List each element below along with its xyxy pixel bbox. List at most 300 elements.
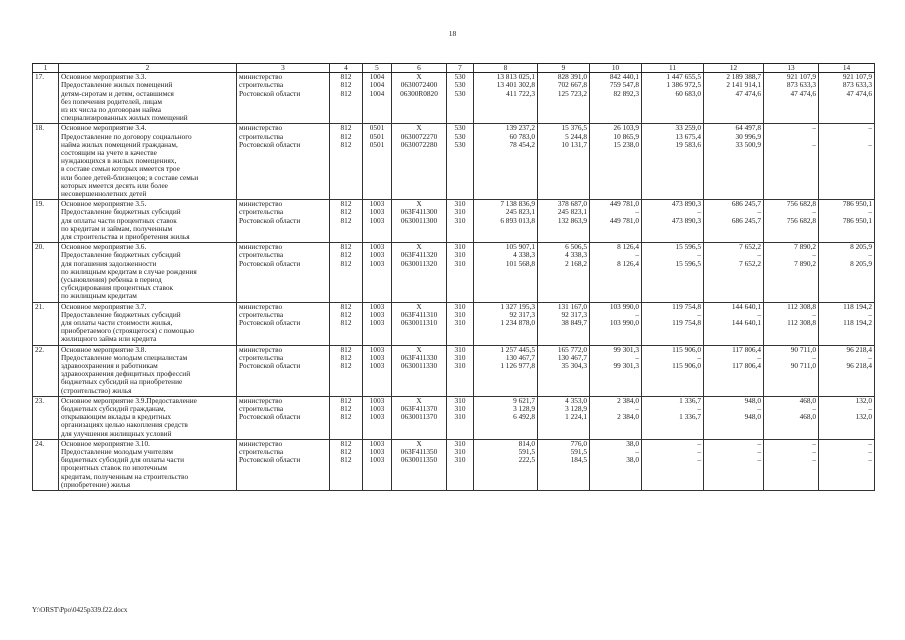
value-line: 1003 bbox=[369, 360, 385, 370]
value-cell bbox=[392, 124, 447, 200]
value-line: 812 bbox=[340, 80, 352, 90]
value-line: – bbox=[757, 309, 761, 319]
value-line: 411 722,3 bbox=[506, 88, 535, 98]
value-line: 310 bbox=[454, 412, 466, 422]
value-line: 8 126,4 bbox=[617, 242, 639, 252]
description-line: здравоохранения и работникам bbox=[61, 360, 158, 370]
value-line: 591,5 bbox=[518, 446, 535, 456]
value-line: 15 596,5 bbox=[675, 258, 701, 268]
value-line: 530 bbox=[454, 80, 466, 90]
value-line: 7 652,2 bbox=[739, 242, 761, 252]
value-line: – bbox=[812, 207, 816, 217]
value-cell bbox=[704, 396, 764, 439]
value-line: 310 bbox=[454, 199, 466, 209]
value-line: 6 492,8 bbox=[513, 412, 535, 422]
executor-cell bbox=[237, 302, 330, 345]
value-cell bbox=[764, 439, 819, 490]
value-line: 310 bbox=[454, 396, 466, 405]
value-line: 112 308,8 bbox=[787, 302, 816, 311]
column-header: 4 bbox=[330, 64, 363, 73]
value-line: 7 652,2 bbox=[739, 258, 761, 268]
value-line: 3 128,9 bbox=[565, 403, 587, 413]
value-line: 449 781,0 bbox=[609, 199, 639, 209]
value-line: 0630072400 bbox=[400, 80, 438, 90]
value-line: – bbox=[812, 123, 816, 133]
value-line: 756 682,8 bbox=[786, 215, 816, 225]
value-cell bbox=[642, 439, 704, 490]
value-line: – bbox=[697, 207, 701, 217]
executor-line: министерство bbox=[239, 123, 283, 133]
description-line: открывающим вклады в кредитных bbox=[61, 412, 172, 422]
value-line: 812 bbox=[340, 123, 352, 133]
value-line: 310 bbox=[454, 345, 466, 354]
value-line: 812 bbox=[340, 207, 352, 217]
description-line: Предоставление молодым специалистам bbox=[61, 352, 188, 362]
description-line: по жилищным кредитам в случае рождения bbox=[61, 266, 197, 276]
description-line: состоящим на учете в качестве bbox=[61, 147, 157, 157]
value-line: 7 138 836,9 bbox=[500, 199, 535, 209]
value-cell bbox=[704, 243, 764, 302]
executor-line: Ростовской области bbox=[239, 412, 301, 422]
value-line: 4 338,3 bbox=[565, 250, 587, 260]
executor-line: строительства bbox=[239, 207, 284, 217]
value-line: 90 711,0 bbox=[790, 345, 816, 354]
activity-description bbox=[59, 73, 237, 124]
description-line: бюджетных субсидий на приобретение bbox=[61, 377, 183, 387]
value-line: 90 711,0 bbox=[790, 360, 816, 370]
value-line: 33 259,0 bbox=[675, 123, 701, 133]
value-line: 812 bbox=[340, 258, 352, 268]
value-cell bbox=[474, 73, 538, 124]
description-line: Предоставление бюджетных субсидий bbox=[61, 207, 181, 217]
value-cell bbox=[590, 73, 642, 124]
value-line: 115 906,0 bbox=[672, 345, 701, 354]
value-line: – bbox=[812, 446, 816, 456]
value-line: – bbox=[812, 309, 816, 319]
value-line: 112 308,8 bbox=[787, 317, 816, 327]
value-line: 47 474,6 bbox=[846, 88, 872, 98]
description-line: Предоставление жилых помещений bbox=[61, 80, 173, 90]
value-line: 530 bbox=[454, 139, 466, 149]
value-line: 8 205,9 bbox=[850, 242, 872, 252]
value-line: – bbox=[635, 446, 639, 456]
value-line: 92 317,3 bbox=[561, 309, 587, 319]
value-line: 812 bbox=[340, 352, 352, 362]
value-cell bbox=[330, 345, 363, 396]
value-line: 119 754,8 bbox=[672, 302, 701, 311]
value-line: 125 723,2 bbox=[557, 88, 587, 98]
value-line: 144 640,1 bbox=[731, 317, 761, 327]
column-header: 5 bbox=[363, 64, 392, 73]
value-line: 118 194,2 bbox=[843, 302, 872, 311]
value-line: – bbox=[868, 123, 872, 133]
value-line: 3 128,9 bbox=[513, 403, 535, 413]
value-cell bbox=[764, 345, 819, 396]
value-line: 0501 bbox=[369, 123, 385, 133]
value-line: 812 bbox=[340, 317, 352, 327]
value-line: 310 bbox=[454, 302, 466, 311]
value-cell bbox=[363, 200, 392, 243]
value-line: 1 126 977,8 bbox=[500, 360, 535, 370]
value-cell bbox=[447, 73, 474, 124]
value-line: 759 547,8 bbox=[609, 80, 639, 90]
value-line: 0501 bbox=[369, 139, 385, 149]
value-cell bbox=[704, 124, 764, 200]
value-line: Х bbox=[416, 123, 422, 133]
executor-line: Ростовской области bbox=[239, 88, 301, 98]
executor-line: строительства bbox=[239, 309, 284, 319]
value-line: – bbox=[868, 439, 872, 448]
value-line: – bbox=[757, 455, 761, 465]
value-line: 1003 bbox=[369, 446, 385, 456]
executor-line: министерство bbox=[239, 345, 283, 354]
value-line: 103 990,0 bbox=[609, 317, 639, 327]
value-line: – bbox=[868, 352, 872, 362]
column-header: 7 bbox=[447, 64, 474, 73]
value-line: 812 bbox=[340, 215, 352, 225]
value-line: 118 194,2 bbox=[843, 317, 872, 327]
value-line: 15 596,5 bbox=[675, 242, 701, 252]
value-cell bbox=[474, 396, 538, 439]
executor-line: Ростовской области bbox=[239, 455, 301, 465]
value-line: 812 bbox=[340, 403, 352, 413]
description-line: для оплаты части процентных ставок bbox=[61, 215, 177, 225]
value-line: – bbox=[757, 352, 761, 362]
value-line: – bbox=[635, 352, 639, 362]
value-line: 13 813 025,1 bbox=[496, 72, 535, 82]
value-line: 5 244,8 bbox=[565, 131, 587, 141]
description-line: приобретаемого (строящегося) с помощью bbox=[61, 326, 194, 336]
value-cell bbox=[392, 396, 447, 439]
activity-description bbox=[59, 243, 237, 302]
value-line: 1 336,7 bbox=[679, 396, 701, 405]
value-line: 812 bbox=[340, 302, 352, 311]
value-line: 2 168,2 bbox=[565, 258, 587, 268]
value-cell bbox=[764, 302, 819, 345]
value-cell bbox=[447, 302, 474, 345]
value-cell bbox=[819, 302, 875, 345]
value-cell bbox=[538, 200, 590, 243]
value-line: 47 474,6 bbox=[735, 88, 761, 98]
value-cell bbox=[330, 396, 363, 439]
value-line: 063F411370 bbox=[400, 403, 438, 413]
value-line: 063F411310 bbox=[400, 309, 438, 319]
value-line: 0630072270 bbox=[400, 131, 438, 141]
value-cell bbox=[704, 200, 764, 243]
value-line: 873 633,3 bbox=[842, 80, 872, 90]
value-line: 8 205,9 bbox=[850, 258, 872, 268]
description-line: бюджетных субсидий гражданам, bbox=[61, 403, 166, 413]
value-line: 310 bbox=[454, 439, 466, 448]
value-cell bbox=[538, 396, 590, 439]
executor-cell bbox=[237, 439, 330, 490]
value-line: 13 401 302,8 bbox=[496, 80, 535, 90]
value-cell bbox=[642, 396, 704, 439]
description-line: Основное мероприятие 3.7. bbox=[61, 302, 147, 311]
value-cell bbox=[363, 302, 392, 345]
value-line: 530 bbox=[454, 88, 466, 98]
description-line: здравоохранения дефицитных профессий bbox=[61, 369, 191, 379]
value-line: 0630011310 bbox=[400, 317, 438, 327]
value-line: 812 bbox=[340, 360, 352, 370]
description-line: Предоставление бюджетных субсидий bbox=[61, 309, 181, 319]
value-cell bbox=[764, 243, 819, 302]
value-line: 1 327 195,3 bbox=[500, 302, 535, 311]
value-line: 310 bbox=[454, 309, 466, 319]
description-line: процентных ставок по ипотечным bbox=[61, 463, 167, 473]
column-header: 9 bbox=[538, 64, 590, 73]
value-cell bbox=[642, 243, 704, 302]
value-line: Х bbox=[416, 396, 422, 405]
value-line: 812 bbox=[340, 72, 352, 82]
value-cell bbox=[819, 243, 875, 302]
value-line: – bbox=[757, 250, 761, 260]
value-line: 1003 bbox=[369, 396, 385, 405]
value-line: – bbox=[697, 352, 701, 362]
value-line: 812 bbox=[340, 396, 352, 405]
column-header: 13 bbox=[764, 64, 819, 73]
value-line: – bbox=[757, 207, 761, 217]
column-header: 2 bbox=[59, 64, 237, 73]
value-line: – bbox=[697, 439, 701, 448]
value-line: 063F411320 bbox=[400, 250, 438, 260]
value-line: Х bbox=[416, 345, 422, 354]
value-line: – bbox=[812, 403, 816, 413]
description-line: для улучшения жилищных условий bbox=[61, 428, 172, 438]
value-line: 776,0 bbox=[570, 439, 587, 448]
value-cell bbox=[392, 302, 447, 345]
value-cell bbox=[392, 439, 447, 490]
value-line: 948,0 bbox=[744, 396, 761, 405]
executor-line: строительства bbox=[239, 403, 284, 413]
value-line: 1003 bbox=[369, 215, 385, 225]
column-header: 6 bbox=[392, 64, 447, 73]
value-cell bbox=[447, 124, 474, 200]
value-line: 812 bbox=[340, 345, 352, 354]
value-cell bbox=[392, 345, 447, 396]
executor-cell bbox=[237, 200, 330, 243]
header-row bbox=[33, 64, 875, 73]
value-line: – bbox=[635, 403, 639, 413]
description-line: Основное мероприятие 3.8. bbox=[61, 345, 147, 354]
executor-line: Ростовской области bbox=[239, 360, 301, 370]
value-line: 19 583,6 bbox=[675, 139, 701, 149]
value-line: 245 823,1 bbox=[557, 207, 587, 217]
value-line: 0630072280 bbox=[400, 139, 438, 149]
description-line: Предоставление бюджетных субсидий bbox=[61, 250, 181, 260]
value-cell bbox=[330, 302, 363, 345]
value-cell bbox=[392, 243, 447, 302]
value-line: 7 890,2 bbox=[794, 258, 816, 268]
table-row bbox=[33, 124, 875, 200]
value-line: 310 bbox=[454, 360, 466, 370]
value-cell bbox=[590, 396, 642, 439]
executor-cell bbox=[237, 243, 330, 302]
value-line: 2 141 914,1 bbox=[726, 80, 761, 90]
value-cell bbox=[363, 345, 392, 396]
value-line: 812 bbox=[340, 439, 352, 448]
value-cell bbox=[590, 302, 642, 345]
description-line: (усыновления) ребенка в период bbox=[61, 274, 162, 284]
value-line: 1003 bbox=[369, 403, 385, 413]
value-line: 310 bbox=[454, 446, 466, 456]
value-line: 99 301,3 bbox=[613, 345, 639, 354]
executor-line: Ростовской области bbox=[239, 215, 301, 225]
value-line: 468,0 bbox=[799, 396, 816, 405]
value-line: 117 806,4 bbox=[732, 345, 761, 354]
value-cell bbox=[704, 345, 764, 396]
value-cell bbox=[447, 200, 474, 243]
column-header: 3 bbox=[237, 64, 330, 73]
value-line: 812 bbox=[340, 455, 352, 465]
activity-description bbox=[59, 124, 237, 200]
value-line: 0630011350 bbox=[400, 455, 438, 465]
value-line: – bbox=[868, 455, 872, 465]
value-line: 948,0 bbox=[744, 412, 761, 422]
value-line: – bbox=[868, 403, 872, 413]
executor-line: строительства bbox=[239, 131, 284, 141]
value-line: 063F411350 bbox=[400, 446, 438, 456]
value-line: 13 675,4 bbox=[675, 131, 701, 141]
value-line: 686 245,7 bbox=[731, 199, 761, 209]
value-line: 115 906,0 bbox=[672, 360, 701, 370]
value-cell bbox=[330, 73, 363, 124]
value-line: 1003 bbox=[369, 345, 385, 354]
column-header: 8 bbox=[474, 64, 538, 73]
value-line: 4 338,3 bbox=[513, 250, 535, 260]
value-line: 0630011370 bbox=[400, 412, 438, 422]
value-line: Х bbox=[416, 199, 422, 209]
value-line: – bbox=[868, 250, 872, 260]
value-cell bbox=[447, 345, 474, 396]
description-line: Основное мероприятие 3.4. bbox=[61, 123, 147, 133]
value-cell bbox=[764, 73, 819, 124]
value-line: 310 bbox=[454, 258, 466, 268]
table-row bbox=[33, 345, 875, 396]
activity-description bbox=[59, 396, 237, 439]
executor-cell bbox=[237, 345, 330, 396]
value-line: 1003 bbox=[369, 455, 385, 465]
description-line: из их числа по договорам найма bbox=[61, 104, 161, 114]
value-line: 921 107,9 bbox=[842, 72, 872, 82]
value-cell bbox=[642, 302, 704, 345]
value-cell bbox=[363, 124, 392, 200]
value-line: 117 806,4 bbox=[732, 360, 761, 370]
value-cell bbox=[392, 73, 447, 124]
value-cell bbox=[363, 243, 392, 302]
row-number: 17. bbox=[33, 73, 59, 124]
row-number: 19. bbox=[33, 200, 59, 243]
footer-file-path: Y:\ORST\Ppo\0425p339.f22.docx bbox=[32, 606, 128, 614]
value-line: 812 bbox=[340, 309, 352, 319]
value-line: 101 568,8 bbox=[505, 258, 535, 268]
value-line: 1003 bbox=[369, 412, 385, 422]
value-line: 1003 bbox=[369, 309, 385, 319]
value-line: 30 996,9 bbox=[735, 131, 761, 141]
executor-line: Ростовской области bbox=[239, 317, 301, 327]
executor-cell bbox=[237, 124, 330, 200]
value-cell bbox=[447, 243, 474, 302]
description-line: по жилищным кредитам bbox=[61, 291, 137, 301]
value-line: 756 682,8 bbox=[786, 199, 816, 209]
value-line: 9 621,7 bbox=[513, 396, 535, 405]
value-cell bbox=[819, 345, 875, 396]
description-line: кредитам, полученным на строительство bbox=[61, 471, 189, 481]
value-line: 1003 bbox=[369, 250, 385, 260]
value-cell bbox=[474, 243, 538, 302]
value-line: 2 384,0 bbox=[617, 396, 639, 405]
value-line: 530 bbox=[454, 131, 466, 141]
column-header: 14 bbox=[819, 64, 875, 73]
value-line: 786 950,1 bbox=[842, 215, 872, 225]
value-cell bbox=[474, 124, 538, 200]
value-line: 144 640,1 bbox=[731, 302, 761, 311]
value-line: 449 781,0 bbox=[609, 215, 639, 225]
value-line: 1 234 878,0 bbox=[500, 317, 535, 327]
value-line: – bbox=[812, 250, 816, 260]
value-line: 1003 bbox=[369, 258, 385, 268]
value-line: 686 245,7 bbox=[731, 215, 761, 225]
value-cell bbox=[819, 73, 875, 124]
value-line: 812 bbox=[340, 139, 352, 149]
page-number: 18 bbox=[448, 29, 457, 38]
executor-line: министерство bbox=[239, 302, 283, 311]
value-line: 78 454,2 bbox=[509, 139, 535, 149]
value-line: 530 bbox=[454, 123, 466, 133]
row-number: 18. bbox=[33, 124, 59, 200]
description-line: для оплаты части стоимости жилья, bbox=[61, 317, 173, 327]
value-line: 132 863,9 bbox=[557, 215, 587, 225]
value-line: 8 126,4 bbox=[617, 258, 639, 268]
table-row bbox=[33, 243, 875, 302]
description-line: Основное мероприятие 3.10. bbox=[61, 439, 150, 448]
description-line: жилищного займа или кредита bbox=[61, 334, 157, 344]
value-cell bbox=[764, 396, 819, 439]
value-line: 1003 bbox=[369, 207, 385, 217]
value-cell bbox=[363, 396, 392, 439]
executor-line: министерство bbox=[239, 242, 283, 252]
activity-description bbox=[59, 439, 237, 490]
value-line: 063F411330 bbox=[400, 352, 438, 362]
activity-description bbox=[59, 200, 237, 243]
value-line: – bbox=[697, 250, 701, 260]
value-line: 33 500,9 bbox=[735, 139, 761, 149]
executor-line: строительства bbox=[239, 352, 284, 362]
value-line: – bbox=[868, 309, 872, 319]
value-cell bbox=[642, 200, 704, 243]
value-cell bbox=[642, 345, 704, 396]
description-line: специализированных жилых помещений bbox=[61, 113, 188, 123]
value-line: 1004 bbox=[369, 80, 385, 90]
table-row bbox=[33, 396, 875, 439]
value-line: 1003 bbox=[369, 439, 385, 448]
value-line: 7 890,2 bbox=[794, 242, 816, 252]
value-line: 1 336,7 bbox=[679, 412, 701, 422]
value-line: 119 754,8 bbox=[672, 317, 701, 327]
value-line: 165 772,0 bbox=[557, 345, 587, 354]
description-line: без попечения родителей, лицам bbox=[61, 96, 162, 106]
value-line: 1003 bbox=[369, 302, 385, 311]
description-line: которых имеется десять или более bbox=[61, 180, 168, 190]
value-line: 15 376,5 bbox=[561, 123, 587, 133]
budget-table-container bbox=[32, 63, 874, 491]
activity-description bbox=[59, 345, 237, 396]
value-line: 468,0 bbox=[799, 412, 816, 422]
value-cell bbox=[590, 200, 642, 243]
value-cell bbox=[819, 396, 875, 439]
value-line: 1 224,1 bbox=[565, 412, 587, 422]
description-line: несовершеннолетних детей bbox=[61, 188, 147, 198]
